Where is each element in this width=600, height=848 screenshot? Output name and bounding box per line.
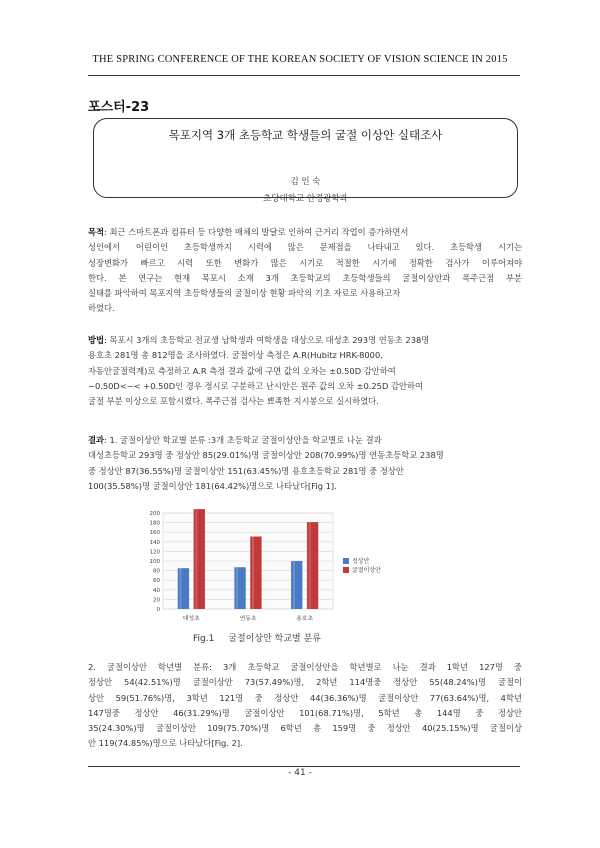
result-label: 결과 (88, 435, 105, 445)
legend-label: 정상안 (352, 558, 370, 565)
poster-label: 포스터-23 (88, 100, 150, 115)
bar-highlight (195, 509, 197, 609)
purpose-line: 성장변화가 빠르고 시력 또한 변화가 많은 시기로 적절한 시기에 정확한 검사가 이루어져야 (88, 257, 522, 268)
legend-swatch (343, 558, 349, 564)
result2-line: 2. 굴절이상안 학년별 분류: 3개 초등학교 굴절이상안을 학년별로 나눈 결과 1학년 127명 중 (88, 662, 522, 672)
method-label: 방법 (88, 335, 105, 345)
result2-line: 상안 59(51.76%)명, 3학년 121명 중 정상안 44(36.36%)명 굴절이상안 77(63.64%)명, 4학년 (88, 692, 522, 703)
result2-section (88, 660, 522, 752)
header-rule (88, 75, 520, 76)
author: 김 인 숙 (290, 177, 321, 187)
y-tick-label: 40 (153, 587, 160, 594)
bar-normal (234, 567, 245, 609)
y-tick-label: 100 (149, 559, 160, 565)
figure-caption (193, 631, 321, 644)
conference-header: THE SPRING CONFERENCE OF THE KOREAN SOCIETY OF VISION SCIENCE IN 2015 (92, 54, 508, 65)
method-section (88, 333, 522, 409)
purpose-line: 하였다. (88, 303, 115, 314)
method-line: 굴절 부분 이상으로 포함시켰다. 폭주근점 검사는 뾰족한 지시봉으로 실시하였다. (88, 396, 379, 407)
legend-swatch (343, 567, 349, 573)
result2-line: 정상안 54(42.51%)명 굴절이상안 73(57.49%)명, 2학년 114명중 정상안 55(48.24%)명 굴절이 (88, 677, 522, 688)
figure-label: Fig.1 (193, 634, 215, 644)
purpose-line: : 최근 스마트폰과 컴퓨터 등 다양한 매체의 발달로 인하여 근거리 작업이 증가하면서 (104, 227, 409, 237)
result2-line: 35(24.30%)명 굴절이상안 109(75.70%)명 6학년 총 159명 중 정상안 40(25.15%)명 굴절이상 (88, 723, 522, 734)
figure-caption-text: 굴절이상안 학교별 분류 (228, 634, 321, 644)
purpose-section (88, 225, 522, 317)
result-line: 100(35.58%)명 굴절이상안 181(64.42%)명으로 나타났다[Fig 1]. (88, 480, 337, 491)
affiliation: 초당대학교 안경광학과 (263, 194, 348, 204)
y-tick-label: 200 (149, 511, 160, 517)
method-line: 용호초 281명 총 812명을 조사하였다. 굴절이상 측정은 A.R(Hubitz HRK-8000, (88, 350, 383, 361)
purpose-line: 실태를 파악하여 목포지역 초등학생들의 굴절이상 현황 파악의 기초 자료로 사용하고자 (88, 288, 401, 299)
bar-highlight (252, 537, 254, 609)
result-section (88, 433, 522, 494)
legend-item (343, 556, 381, 565)
legend-item (343, 565, 381, 574)
legend-label: 굴절이상안 (352, 567, 381, 574)
bar-highlight (309, 522, 311, 609)
bar-highlight (236, 567, 238, 609)
result-line: 대성초등학교 293명 중 정상안 85(29.01%)명 굴절이상안 208(70.99%)명 연동초등학교 238명 (88, 450, 444, 461)
bar-highlight (179, 568, 181, 609)
y-tick-label: 20 (153, 597, 160, 604)
x-tick-label: 대성초 (182, 616, 200, 622)
result2-line: 147명중 정상안 46(31.29%)명 굴절이상안 101(68.71%)명, 5학년 총 144명 중 정상안 (88, 707, 522, 718)
chart-legend (343, 556, 381, 574)
y-tick-label: 120 (149, 549, 160, 556)
x-tick-label: 연동초 (239, 616, 257, 622)
y-tick-label: 0 (156, 607, 160, 613)
purpose-label: 목적 (88, 227, 105, 237)
method-line: −0.50D<~< +0.50D인 경우 정시로 구분하고 난시안은 원주 값의 오차 ±0.25D 감안하여 (88, 380, 424, 391)
method-line: : 목포시 3개의 초등학교 전교생 남학생과 여학생을 대상으로 대성초 293명 연동초 238명 (104, 335, 430, 345)
bar-refractive-error (250, 537, 261, 609)
paper-title: 목포지역 3개 초등학교 학생들의 굴절 이상안 실태조사 (168, 128, 443, 142)
result-line: 중 정상안 87(36.55%)명 굴절이상안 151(63.45%)명 용호초등학교 281명 중 정상안 (88, 465, 404, 476)
method-line: 자동안굴절력계)로 측정하고 A.R 측정 결과 값에 구면 값의 오차는 ±0.50D 감안하여 (88, 365, 396, 376)
bar-highlight (293, 561, 295, 609)
title-box (93, 118, 518, 204)
y-tick-label: 180 (149, 520, 160, 527)
x-tick-label: 용호초 (296, 616, 314, 622)
result-line: : 1. 굴절이상안 학교별 분류 :3개 초등학교 굴절이상안을 학교별로 나눈 결과 (104, 435, 382, 445)
y-tick-label: 60 (153, 578, 160, 585)
y-tick-label: 140 (149, 539, 160, 546)
result2-line: 안 119(74.85%)명으로 나타났다[Fig. 2]. (88, 738, 243, 749)
y-tick-label: 160 (149, 530, 160, 537)
y-tick-label: 80 (153, 568, 160, 575)
purpose-line: 한다. 본 연구는 현재 목포시 소재 3개 초등학교의 초등학생들의 굴절이상안과 폭주근점 부분 (88, 272, 522, 283)
footer-rule (88, 766, 520, 767)
page-number: - 41 - (288, 768, 312, 778)
purpose-line: 성인에서 어린이인 초등학생까지 시력에 많은 문제점을 나타내고 있다. 초등학생 시기는 (88, 242, 522, 253)
